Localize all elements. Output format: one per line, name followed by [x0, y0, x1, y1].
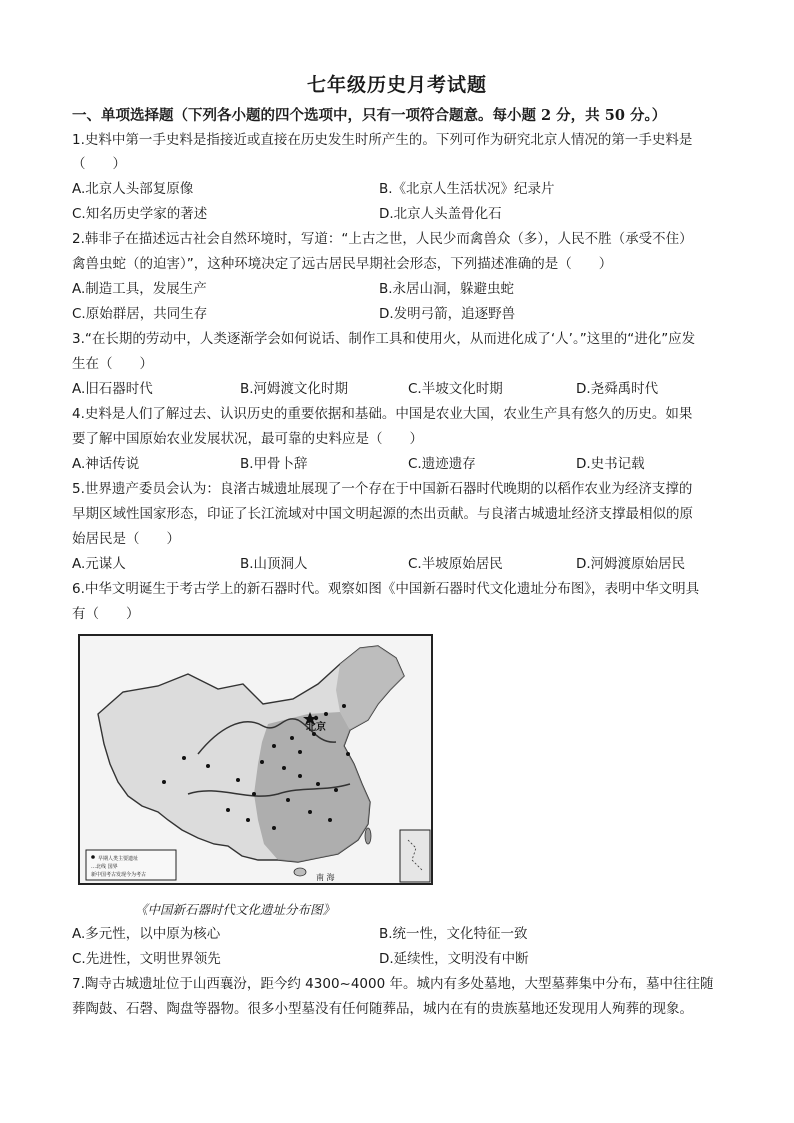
q1-option-d: D.北京人头盖骨化石: [379, 206, 502, 222]
q4-option-c: C.遗迹遗存: [408, 456, 476, 472]
q6-option-a: A.多元性，以中原为核心: [72, 926, 221, 942]
q3-option-b: B.河姆渡文化时期: [240, 381, 349, 397]
question-1-stem-cont: （ ）: [72, 156, 126, 172]
q3-option-a: A.旧石器时代: [72, 381, 153, 397]
q5-option-c: C.半坡原始居民: [408, 556, 503, 572]
q4-option-a: A.神话传说: [72, 456, 140, 472]
map-legend-item-1: 早期人类主要遗址: [98, 856, 139, 862]
map-legend-item-3: 新中国考古发现今为考古: [91, 872, 147, 878]
question-4-stem-cont: 要了解中国原始农业发展状况，最可靠的史料应是（ ）: [72, 431, 423, 447]
q6-option-c: C.先进性，文明世界领先: [72, 951, 221, 967]
map-label-sea: 南 海: [316, 873, 335, 882]
question-5-stem-cont2: 始居民是（ ）: [72, 531, 180, 547]
question-5-stem: 5.世界遗产委员会认为：良渚古城遗址展现了一个存在于中国新石器时代晚期的以稻作农业为经济支撑的: [72, 481, 693, 497]
section-heading: 一、单项选择题（下列各小题的四个选项中，只有一项符合题意。每小题 2 分，共 50 分。）: [72, 107, 667, 124]
page-title: 七年级历史月考试题: [306, 74, 487, 96]
q2-option-d: D.发明弓箭，追逐野兽: [379, 306, 516, 322]
q4-option-b: B.甲骨卜辞: [240, 456, 308, 472]
q5-option-b: B.山顶洞人: [240, 556, 308, 572]
question-5-stem-cont: 早期区域性国家形态，印证了长江流域对中国文明起源的杰出贡献。与良渚古城遗址经济支撑最相似的原: [72, 506, 693, 522]
q2-option-a: A.制造工具，发展生产: [72, 281, 207, 297]
q6-option-d: D.延续性，文明没有中断: [379, 951, 529, 967]
question-3-stem: 3.“在长期的劳动中，人类逐渐学会如何说话、制作工具和使用火，从而进化成了‘人’。”这里的“进化”应发: [72, 331, 696, 347]
q5-option-d: D.河姆渡原始居民: [576, 556, 686, 572]
map-legend-item-2: …北线 国界: [91, 864, 118, 870]
question-6-stem-cont: 有（ ）: [72, 606, 140, 622]
q1-option-c: C.知名历史学家的著述: [72, 206, 208, 222]
q1-option-a: A.北京人头部复原像: [72, 181, 194, 197]
south-china-sea-inset: [400, 830, 430, 882]
q3-option-d: D.尧舜禹时代: [576, 381, 659, 397]
q4-option-d: D.史书记载: [576, 456, 645, 472]
question-2-stem-cont: 禽兽虫蛇（的迫害）”，这种环境决定了远古居民早期社会形态，下列描述准确的是（ ）: [72, 256, 613, 272]
q2-option-b: B.永居山洞，躲避虫蛇: [379, 281, 515, 297]
q6-option-b: B.统一性，文化特征一致: [379, 926, 528, 942]
question-2-stem: 2.韩非子在描述远古社会自然环境时，写道：“上古之世，人民少而禽兽众（多），人民不胜（承受不住）: [72, 231, 693, 247]
question-7-stem-cont: 葬陶鼓、石磬、陶盘等器物。很多小型墓没有任何随葬品，城内在有的贵族墓地还发现用人殉葬的现象。: [72, 1001, 693, 1017]
question-3-stem-cont: 生在（ ）: [72, 356, 153, 372]
question-1-stem: 1.史料中第一手史料是指接近或直接在历史发生时所产生的。下列可作为研究北京人情况的第一手史料是: [72, 132, 693, 148]
q5-option-a: A.元谋人: [72, 556, 126, 572]
question-6-stem: 6.中华文明诞生于考古学上的新石器时代。观察如图《中国新石器时代文化遗址分布图》，表明中华文明具: [72, 581, 700, 597]
taiwan: [365, 828, 371, 844]
question-4-stem: 4.史料是人们了解过去、认识历史的重要依据和基础。中国是农业大国，农业生产具有悠久的历史。如果: [72, 406, 693, 422]
map-label-beijing: 北京: [306, 722, 326, 733]
hainan: [294, 868, 306, 876]
q1-option-b: B.《北京人生活状况》纪录片: [379, 181, 555, 197]
neolithic-sites-map: [78, 634, 433, 885]
q2-option-c: C.原始群居，共同生存: [72, 306, 208, 322]
q3-option-c: C.半坡文化时期: [408, 381, 503, 397]
map-caption: 《中国新石器时代文化遗址分布图》: [135, 902, 336, 917]
question-7-stem: 7.陶寺古城遗址位于山西襄汾，距今约 4300~4000 年。城内有多处墓地，大型墓葬集中分布，墓中往往随: [72, 976, 714, 992]
